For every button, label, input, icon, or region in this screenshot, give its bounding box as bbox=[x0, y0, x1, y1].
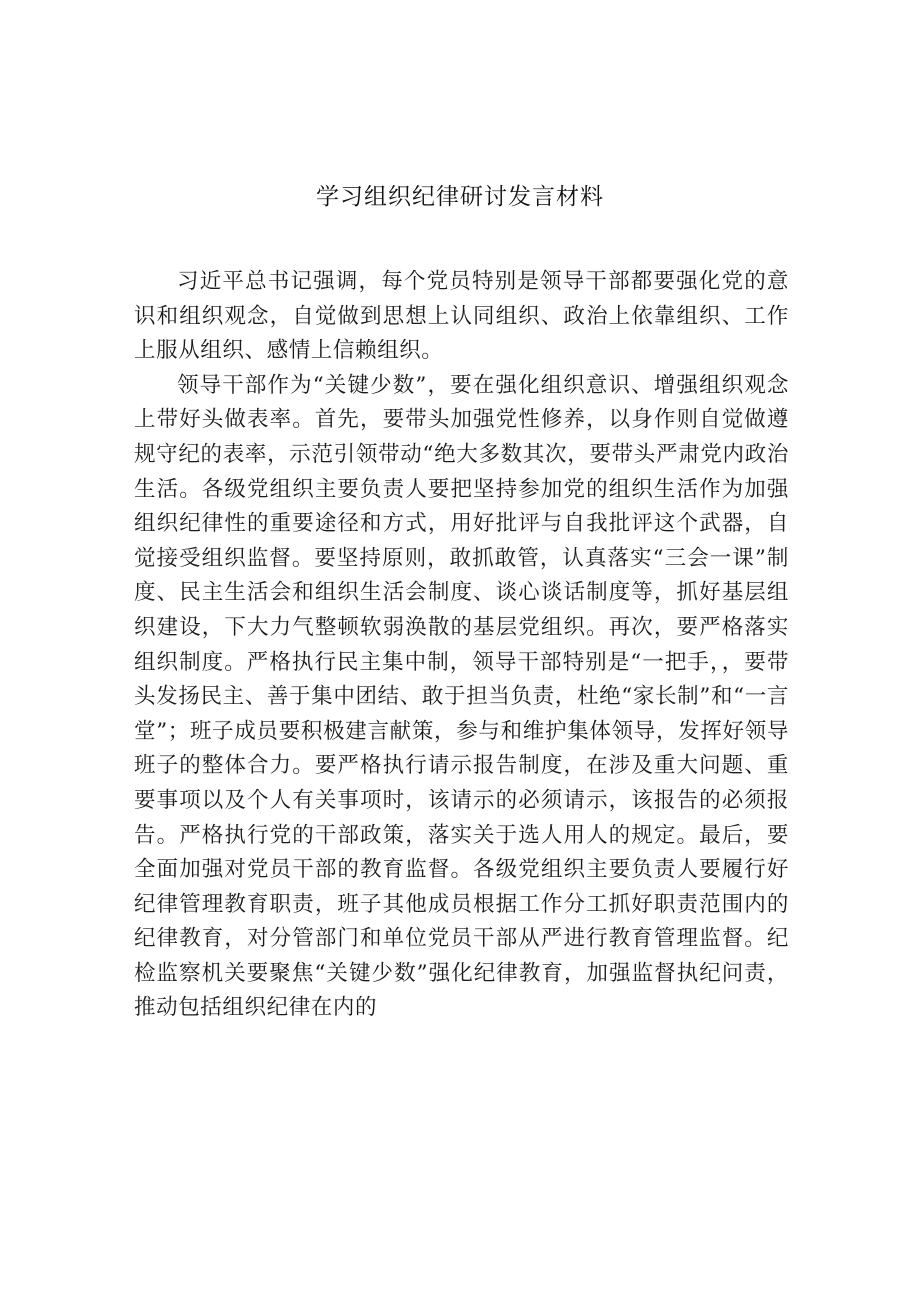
paragraph-intro: 习近平总书记强调，每个党员特别是领导干部都要强化党的意识和组织观念，自觉做到思想上认同组织、政治上依靠组织、工作上服从组织、感情上信赖组织。 bbox=[134, 269, 789, 364]
document-body bbox=[134, 265, 789, 1026]
document-title: 学习组织纪律研讨发言材料 bbox=[316, 184, 604, 210]
paragraph-main: 领导干部作为“关键少数”，要在强化组织意识、增强组织观念上带好头做表率。首先，要带头加强党性修养，以身作则自觉做遵规守纪的表率，示范引领带动“绝大多数其次，要带头严肃党内政治生活。各级党组织主要负责人要把坚持参加党的组织生活作为加强组织纪律性的重要途径和方式，用好批评与自我批评这个武器，自觉接受组织监督。要坚持原则，敢抓敢管，认真落实“三会一课”制度、民主生活会和组织生活会制度、谈心谈话制度等，抓好基层组织建设，下大力气整顿软弱涣散的基层党组织。再次，要严格落实组织制度。严格执行民主集中制，领导干部特别是“一把手，，要带头发扬民主、善于集中团结、敢于担当负责，杜绝“家长制”和“一言堂”；班子成员要积极建言献策，参与和维护集体领导，发挥好领导班子的整体合力。要严格执行请示报告制度，在涉及重大问题、重要事项以及个人有关事项时，该请示的必须请示，该报告的必须报告。严格执行党的干部政策，落实关于选人用人的规定。最后，要全面加强对党员干部的教育监督。各级党组织主要负责人要履行好纪律管理教育职责，班子其他成员根据工作分工抓好职责范围内的纪律教育，对分管部门和单位党员干部从严进行教育管理监督。纪检监察机关要聚焦“关键少数”强化纪律教育，加强监督执纪问责，推动包括组织纪律在内的 bbox=[134, 372, 789, 1021]
